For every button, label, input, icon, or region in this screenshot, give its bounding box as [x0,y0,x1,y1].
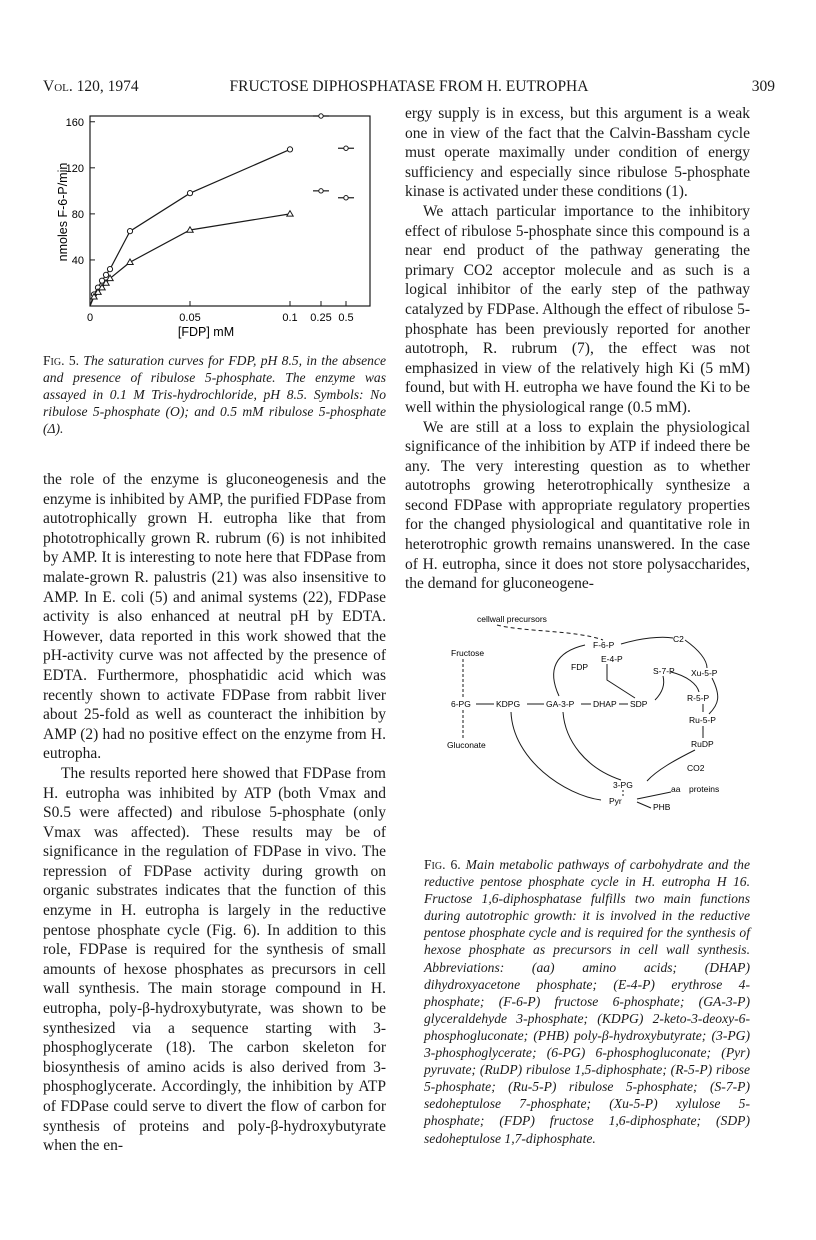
pyr-to-aa-line [637,792,671,799]
label-c2: C2 [673,634,684,644]
right-column-body [405,104,750,594]
label-r5p: R-5-P [687,693,710,703]
extra-point-marker [319,189,323,193]
y-axis-label: nmoles F-6-P/min [56,162,70,262]
y-tick-label: 40 [71,254,84,267]
label-e4p: E-4-P [601,654,623,664]
figure-5-chart [40,108,380,340]
plot-frame [90,116,370,306]
label-gluconate: Gluconate [447,740,486,750]
data-point-circle [107,267,112,272]
figure-5-caption-text: The saturation curves for FDP, pH 8.5, in the absence and presence of ribulose 5-phosphate. The enzyme was assayed in 0.1 M Tris-hydrochloride, pH 8.5. Symbols: No ribulose 5-phosphate (O); and 0.5 mM ribulose 5-phosphate (Δ). [43,353,387,437]
pyr-to-phb-line [637,802,651,808]
left-paragraph-2: The results reported here showed that FDPase from H. eutropha was inhibited by ATP (both Vmax and S0.5 were affected) and ribulose 5-phosphate (only Vmax was affected). These results may be of significance in the regulation of FDPase in vivo. The repression of FDPase activity during growth on organic substrates indicates that the function of this enzyme in H. eutropha is largely in the reductive pentose phosphate cycle (Fig. 6). In addition to this role, FDPase is required for the synthesis of small amounts of hexose phosphates as precursors in cell wall synthesis. The main storage compound in H. eutropha, poly-β-hydroxybutyrate, was shown to be synthesized via a sequence starting with 3-phosphoglycerate (18). The carbon skeleton for biosynthesis of amino acids is also derived from 3-phosphoglycerate. Accordingly, the inhibition by ATP of FDPase could serve to divert the flow of carbon for synthesis of proteins and poly-β-hydroxybutyrate when the en- [43,764,386,1155]
data-point-circle [127,229,132,234]
x-tick-label: 0.25 [310,312,332,324]
data-point-circle [187,191,192,196]
label-phb: PHB [653,802,671,810]
figure-6-caption [424,856,750,1147]
figure-5-caption [43,352,386,437]
page-number: 309 [751,78,775,95]
right-paragraph-1: ergy supply is in excess, but this argument is a weak one in view of the fact that the Calvin-Bassham cycle must operate maximally under condition of energy sufficiency and especially since ribulose 5-phosphate kinase is activated under these conditions (1). [405,105,750,201]
label-xu5p: Xu-5-P [691,668,718,678]
label-pyr: Pyr [609,796,622,806]
label-rudp: RuDP [691,739,714,749]
label-proteins: proteins [689,784,720,794]
x-tick-label: 0.1 [282,312,298,324]
data-point-triangle [127,259,133,264]
left-column-body [43,470,386,1156]
label-co2: CO2 [687,763,705,773]
label-aa: aa [671,784,681,794]
e4p-sdp-link [607,664,635,698]
data-point-circle [287,147,292,152]
label-ga3p: GA-3-P [546,699,575,709]
x-tick-label: 0.05 [179,312,201,324]
kdpg-to-pyr-arc [511,712,601,800]
left-paragraph-1: the role of the enzyme is gluconeogenesis and the enzyme is inhibited by AMP, the purified FDPase from autotrophically grown H. eutropha like that from phototrophically grown R. rubrum (6) is not inhibited by AMP. It is interesting to note here that FDPase from malate-grown R. palustris (21) was also insensitive to AMP. In E. coli (5) and animal systems (22), FDPase activity is also enhanced at neutral pH by EDTA. However, data reported in this work showed that the pH-activity curve was not affected by the presence of EDTA. Furthermore, phosphatidic acid which was recently shown to activate FDPase from rabbit liver about 25-fold as well as counteract the inhibition by AMP (2) had no positive effect on the enzyme from H. eutropha. [43,471,386,763]
y-tick-label: 160 [65,116,84,129]
label-dhap: DHAP [593,699,617,709]
label-6pg: 6-PG [451,699,471,709]
label-kdpg: KDPG [496,699,521,709]
3pg-to-ga3p-curve [563,712,621,780]
figure-5-label: Fig. 5. [43,353,80,368]
label-f6p: F-6-P [593,640,615,650]
data-point-circle [99,278,104,283]
running-header [43,78,775,100]
label-3pg: 3-PG [613,780,633,790]
data-point-circle [103,272,108,277]
label-fdp: FDP [571,662,588,672]
right-paragraph-3: We are still at a loss to explain the physiological significance of the inhibition by ATP if indeed there be any. The very interesting question as to whether autotrophs growing heterotrophically synthesize a second FDPase with appropriate regulatory properties for the changed physiological and quantitative role in heterotrophic growth remains unanswered. In the case of H. eutropha, since it does not store polysaccharides, the demand for gluconeogene- [405,418,750,593]
figure-6-pathway-diagram [425,610,735,810]
right-paragraph-2: We attach particular importance to the inhibitory effect of ribulose 5-phosphate since this compound is a near end product of the pathway generating the primary CO2 acceptor molecule and as such is a logical inhibitor of the early step of the pathway catalyzed by FDPase. Although the effect of ribulose 5-phosphate has been previously reported for another autotroph, R. rubrum (7), the effect was not emphasized in view of the relatively high Ki (5 mM) found, but with H. eutropha we have found the Ki to be well within the physiological range (0.5 mM). [405,202,750,416]
journal-volume: Vol. 120, 1974 [43,78,139,95]
extra-point-marker [319,114,323,118]
label-s7p: S-7-P [653,666,675,676]
f6p-to-c2-arc [621,637,673,644]
running-title: FRUCTOSE DIPHOSPHATASE FROM H. EUTROPHA [229,78,589,95]
figure-6-caption-text: Main metabolic pathways of carbohydrate and the reductive pentose phosphate cycle in H. eutropha H 16. Fructose 1,6-diphosphatase fulfills two main functions during autotrophic growth: it is involved in the reductive pentose phosphate cycle and is required for the synthesis of hexose phosphate as precursors in cell wall synthesis. Abbreviations: (aa) amino acids; (DHAP) dihydroxyacetone phosphate; (E-4-P) erythrose 4-phosphate; (F-6-P) fructose 6-phosphate; (GA-3-P) glyceraldehyde 3-phosphate; (KDPG) 2-keto-3-deoxy-6-phosphogluconate; (PHB) poly-β-hydroxybutyrate; (3-PG) 3-phosphoglycerate; (6-PG) 6-phosphogluconate; (Pyr) pyruvate; (RuDP) ribulose 1,5-diphosphate; (R-5-P) ribose 5-phosphate; (Ru-5-P) ribulose 5-phosphate; (S-7-P) sedoheptulose 7-phosphate; (Xu-5-P) xylulose 5-phosphate; (FDP) fructose 1,6-diphosphate; (SDP) sedoheptulose 1,7-diphosphate. [424,857,750,1146]
y-tick-label: 80 [71,208,84,221]
label-fructose: Fructose [451,648,485,658]
extra-point-marker [344,196,348,200]
cellwall-dashed-arrow [497,625,603,640]
data-point-triangle [287,211,293,216]
xu5p-to-ru5p-curve [709,678,718,714]
label-cellwall-precursors: cellwall precursors [477,614,547,624]
y-tick-label: 120 [65,162,84,175]
sdp-to-s7p-curve [655,676,664,700]
x-axis-label: [FDP] mM [177,325,235,339]
c2-to-xu5p-arc [685,640,707,668]
extra-point-marker [344,146,348,150]
figure-6-label: Fig. 6. [424,857,461,872]
label-ru5p: Ru-5-P [689,715,716,725]
x-tick-label: 0.5 [338,312,354,324]
label-sdp: SDP [630,699,648,709]
x-tick-label: 0 [86,312,94,324]
